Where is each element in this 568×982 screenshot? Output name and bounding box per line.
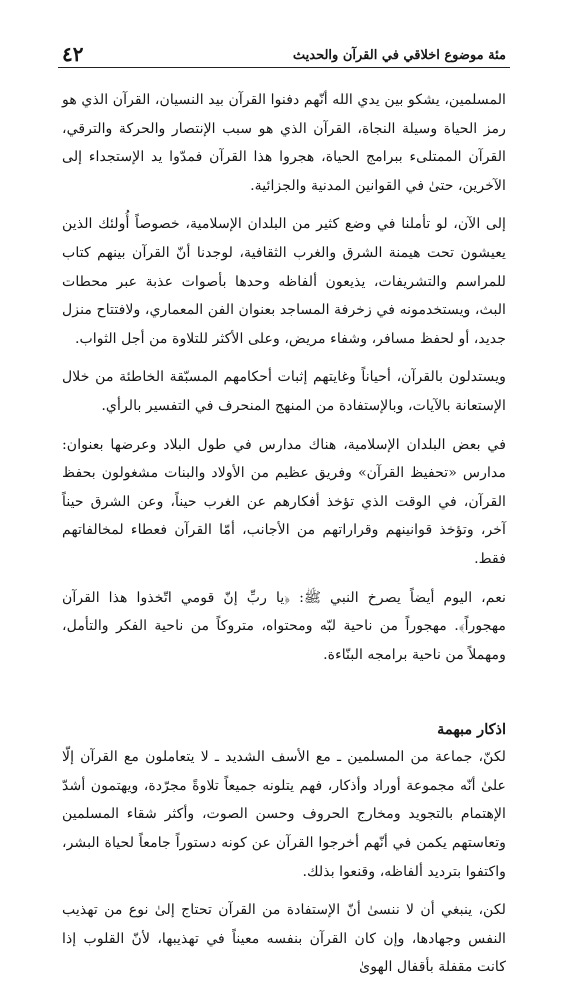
running-title: مئة موضوع اخلاقي في القرآن والحديث [292, 48, 506, 63]
paragraph-5: نعم، اليوم أيضاً يصرخ النبي ﷺ: ﴿يا ربِّ إنّ قومي اتّخذوا هذا القرآن مهجوراً﴾. مهجوراً من ناحية لبّه ومحتواه، متروكاً من ناحية الفكر والتأمل، ومهملاً من ناحية برامجه البنّاءة. [62, 589, 506, 663]
paragraph-4: في بعض البلدان الإسلامية، هناك مدارس في طول البلاد وعرضها بعنوان: مدارس «تحفيظ القرآن» وفريق عظيم من الأولاد والبنات مشغولون بحفظ القرآن، في الوقت الذي تؤخذ أفكارهم عن الغرب حيناً، وعن الشرق حيناً آخر، وتؤخذ قوانينهم وقراراتهم من الأجانب، أمّا القرآن فعطاء لمخالفاتهم فقط. [62, 436, 506, 567]
page-header [62, 40, 506, 64]
header-rule [58, 67, 510, 68]
section-paragraph-2: لكن، ينبغي أن لا ننسىٰ أنّ الإستفادة من القرآن تحتاج إلىٰ نوع من تهذيب النفس وجهادها، وإن كان القرآن بنفسه معيناً في تهذيبها، لأنّ القلوب إذا كانت مقفلة بأقفال الهوىٰ [62, 902, 506, 976]
section-paragraph-1: لكنّ، جماعة من المسلمين ـ مع الأسف الشديد ـ لا يتعاملون مع القرآن إلّا علىٰ أنّه مجموعة أوراد وأذكار، فهم يتلونه جميعاً تلاوةً مجرّدة، ويهتمون أشدّ الإهتمام بالتجويد ومخارج الحروف وحسن الصوت، وأكثر شقاء المسلمين وتعاستهم يكمن في أنّهم أخرجوا القرآن عن كونه دستوراً جامعاً لحياة البشر، واكتفوا بترديد ألفاظه، وقنعوا بذلك. [62, 749, 506, 880]
page-number: ٤٢ [62, 42, 84, 66]
page-body [62, 86, 506, 982]
paragraph-3: ويستدلون بالقرآن، أحياناً وغايتهم إثبات أحكامهم المسبّقة الخاطئة من خلال الإستعانة بالآيات، وبالإستفادة من المنهج المنحرف في التفسير بالرأي. [62, 369, 506, 414]
section-heading: اذكار مبهمة [437, 721, 506, 739]
paragraph-1: المسلمين، يشكو بين يدي الله أنّهم دفنوا القرآن بيد النسيان، القرآن الذي هو رمز الحياة وسيلة النجاة، القرآن الذي هو سبب الإنتصار والحركة والترقي، القرآن الممتلىء ببرامج الحياة، هجروا هذا القرآن فمدّوا يد الإستجداء إلى الآخرين، حتىٰ في القوانين المدنية والجزائية. [62, 92, 506, 194]
paragraph-2: إلى الآن، لو تأملنا في وضع كثير من البلدان الإسلامية، خصوصاً أُولئك الذين يعيشون تحت هيمنة الشرق والغرب الثقافية، لوجدنا أنّ القرآن بينهم كتاب للمراسم والتشريفات، يذيعون ألفاظه وحدها بأصوات عذبة عبر محطات البث، ويستخدمونه في زخرفة المساجد بعنوان الفن المعماري، ولافتتاح منزل جديد، أو لحفظ مسافر، وشفاء مريض، وعلى الأكثر للتلاوة من أجل الثواب. [62, 216, 506, 347]
